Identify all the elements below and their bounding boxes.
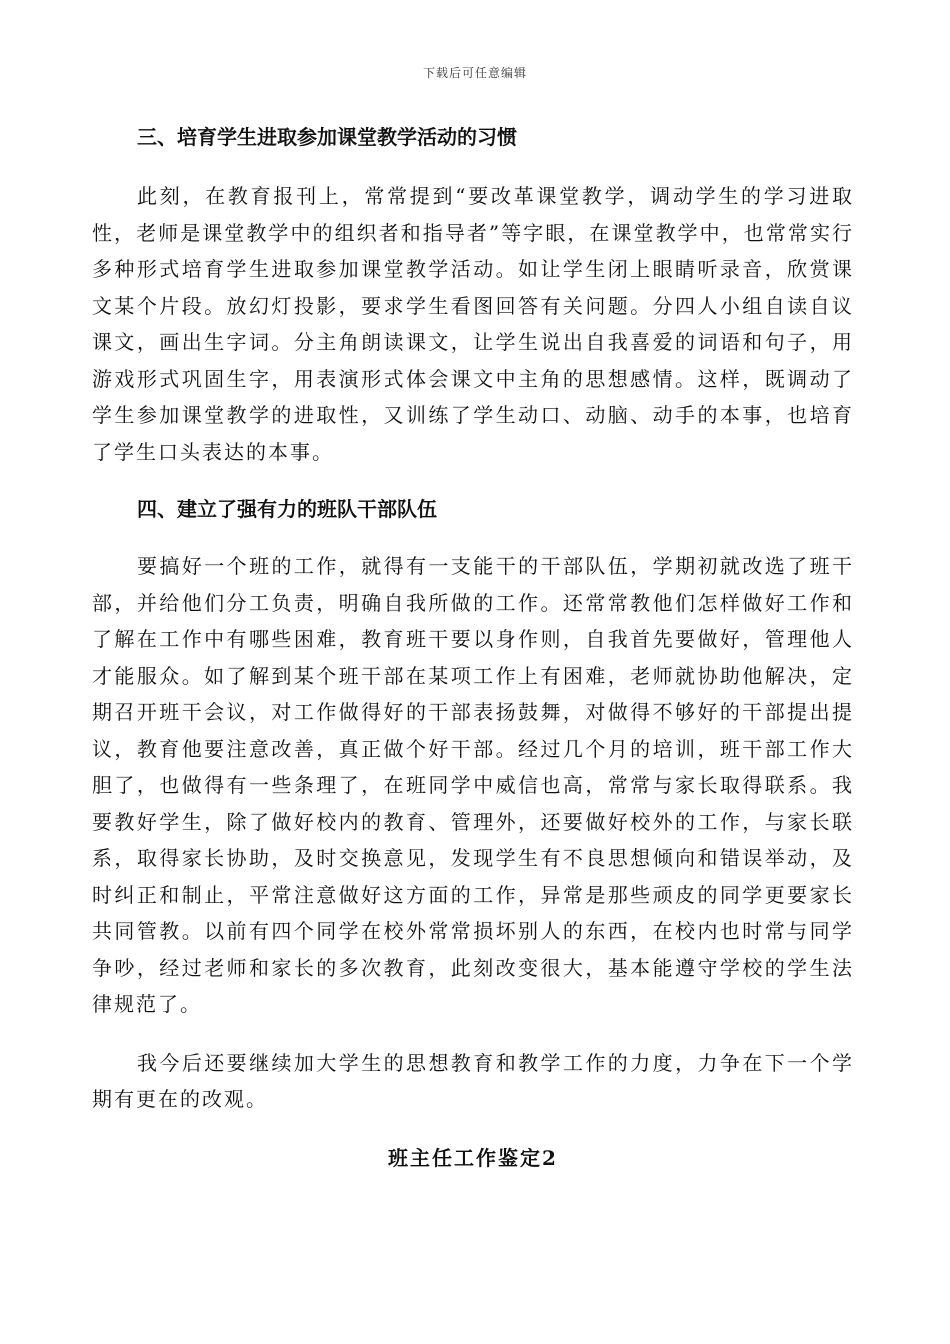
section-heading-4: 四、建立了强有力的班队干部队伍 <box>137 497 437 521</box>
section-4-paragraph-1: 要搞好一个班的工作，就得有一支能干的干部队伍，学期初就改选了班干部，并给他们分工负责，明确自我所做的工作。还常常教他们怎样做好工作和了解在工作中有哪些困难，教育班干要以身作则，自我首先要做好，管理他人才能服众。如了解到某个班干部在某项工作上有困难，老师就协助他解决，定期召开班干会议，对工作做得好的干部表扬鼓舞，对做得不够好的干部提出提议，教育他要注意改善，真正做个好干部。经过几个月的培训，班干部工作大胆了，也做得有一些条理了，在班同学中威信也高，常常与家长取得联系。我要教好学生，除了做好校内的教育、管理外，还要做好校外的工作，与家长联系，取得家长协助，及时交换意见，发现学生有不良思想倾向和错误举动，及时纠正和制止，平常注意做好这方面的工作，异常是那些顽皮的同学更要家长共同管教。以前有四个同学在校外常常损坏别人的东西，在校内也时常与同学争吵，经过老师和家长的多次教育，此刻改变很大，基本能遵守学校的学生法律规范了。 <box>92 554 854 1016</box>
section-4-paragraph-2: 我今后还要继续加大学生的思想教育和教学工作的力度，力争在下一个学期有更在的改观。 <box>92 1050 854 1111</box>
document-body <box>92 118 854 1176</box>
section-heading-3: 三、培育学生进取参加课堂教学活动的习惯 <box>137 125 517 149</box>
page-header-note: 下载后可任意编辑 <box>422 66 527 80</box>
section-3-paragraph: 此刻，在教育报刊上，常常提到“要改革课堂教学，调动学生的学习进取性，老师是课堂教学中的组织者和指导者”等字眼，在课堂教学中，也常常实行多种形式培育学生进取参加课堂教学活动。如让学生闭上眼睛听录音，欣赏课文某个片段。放幻灯投影，要求学生看图回答有关问题。分四人小组自读自议课文，画出生字词。分主角朗读课文，让学生说出自我喜爱的词语和句子，用游戏形式巩固生字，用表演形式体会课文中主角的思想感情。这样，既调动了学生参加课堂教学的进取性，又训练了学生动口、动脑、动手的本事，也培育了学生口头表达的本事。 <box>92 184 854 464</box>
next-document-title: 班主任工作鉴定2 <box>388 1145 558 1170</box>
